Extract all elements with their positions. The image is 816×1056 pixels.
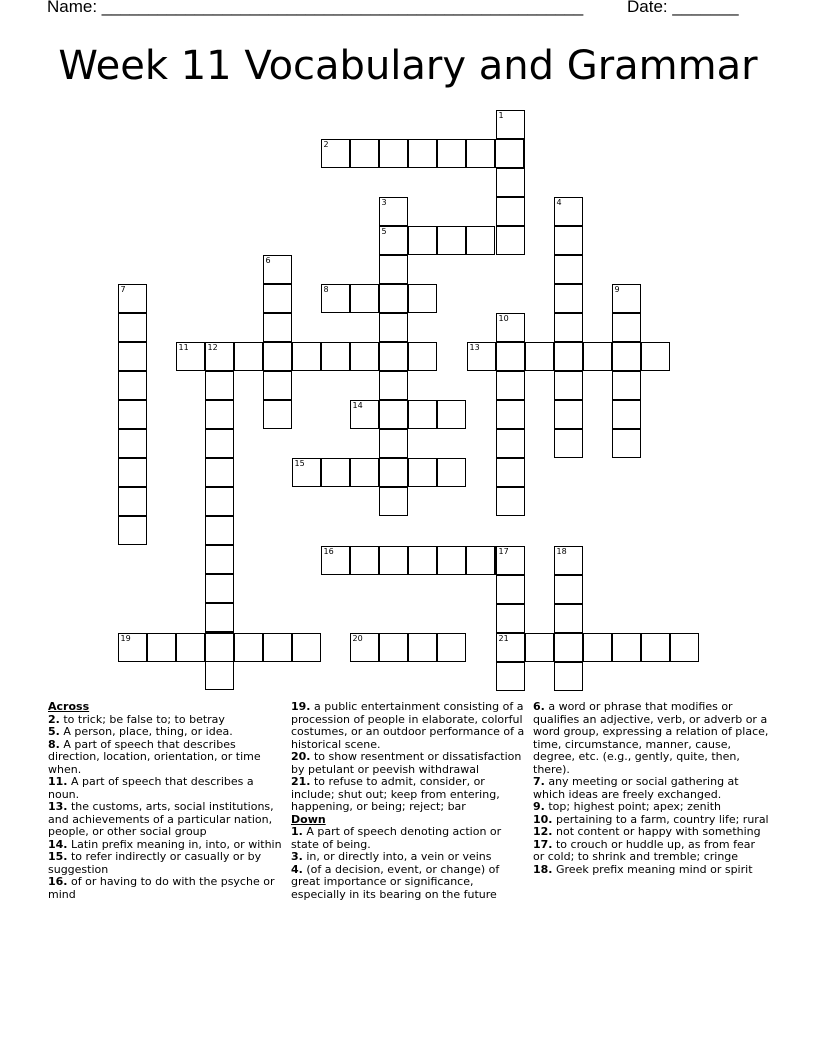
grid-cell[interactable]	[408, 633, 437, 662]
clue-number: 3.	[291, 850, 303, 863]
clue-text: of or having to do with the psyche or mind	[48, 875, 275, 901]
grid-cell[interactable]	[263, 371, 292, 400]
grid-cell[interactable]	[496, 604, 525, 633]
grid-cell[interactable]	[350, 633, 379, 662]
grid-cell[interactable]	[467, 342, 496, 371]
clues-column-2	[291, 701, 527, 901]
grid-cell[interactable]	[118, 284, 147, 313]
grid-cell[interactable]	[496, 633, 525, 662]
clue-number-label: 20	[352, 633, 363, 643]
clue-text: to refer indirectly or casually or by suggestion	[48, 850, 262, 876]
clue-number: 15.	[48, 850, 68, 863]
clue-number-label: 15	[294, 458, 305, 468]
grid-cell[interactable]	[408, 546, 437, 575]
grid-cell[interactable]	[496, 313, 525, 342]
clue-item	[533, 839, 769, 864]
clue-number-label: 5	[381, 226, 387, 236]
grid-cell[interactable]	[379, 487, 408, 516]
grid-cell[interactable]	[612, 371, 641, 400]
grid-cell[interactable]	[379, 546, 408, 575]
grid-cell[interactable]	[554, 313, 583, 342]
date-label: Date:	[627, 0, 673, 16]
grid-cell[interactable]	[205, 633, 234, 662]
grid-cell[interactable]	[321, 342, 350, 371]
grid-cell[interactable]	[496, 168, 525, 197]
clue-number-label: 10	[498, 313, 509, 323]
grid-cell[interactable]	[496, 197, 525, 226]
clue-list	[533, 701, 769, 876]
clues-column-3	[533, 701, 769, 876]
grid-cell[interactable]	[321, 546, 350, 575]
grid-cell[interactable]	[205, 342, 234, 371]
grid-cell[interactable]	[321, 139, 350, 168]
grid-cell[interactable]	[118, 516, 147, 545]
clue-number: 17.	[533, 837, 553, 851]
grid-cell[interactable]	[205, 371, 234, 400]
grid-cell[interactable]	[292, 458, 321, 487]
grid-cell[interactable]	[408, 284, 437, 313]
grid-cell[interactable]	[205, 458, 234, 487]
grid-cell[interactable]	[583, 342, 612, 371]
grid-cell[interactable]	[379, 313, 408, 342]
grid-cell[interactable]	[350, 284, 379, 313]
clue-text: the customs, arts, social institutions, and achievements of a particular nation, people, or other social group	[48, 800, 274, 838]
grid-cell[interactable]	[118, 633, 147, 662]
grid-cell[interactable]	[292, 342, 321, 371]
name-label: Name:	[47, 0, 102, 16]
clue-number-label: 11	[178, 342, 189, 352]
clue-number-label: 2	[323, 139, 329, 149]
grid-cell[interactable]	[147, 633, 176, 662]
grid-cell[interactable]	[554, 371, 583, 400]
grid-cell[interactable]	[554, 429, 583, 458]
grid-cell[interactable]	[554, 546, 583, 575]
grid-cell[interactable]	[118, 400, 147, 429]
clue-item	[48, 739, 284, 777]
clue-list	[291, 701, 527, 814]
clue-number: 9.	[533, 800, 545, 813]
clue-item	[291, 864, 527, 902]
clue-number: 4.	[291, 862, 303, 876]
grid-cell[interactable]	[437, 546, 466, 575]
clue-item	[48, 851, 284, 876]
clue-text: in, or directly into, a vein or veins	[302, 850, 492, 863]
grid-cell[interactable]	[496, 662, 525, 691]
grid-cell[interactable]	[205, 516, 234, 545]
grid-cell[interactable]	[408, 226, 437, 255]
clue-text: to crouch or huddle up, as from fear or cold; to shrink and tremble; cringe	[533, 837, 755, 863]
grid-cell[interactable]	[437, 400, 466, 429]
grid-cell[interactable]	[350, 400, 379, 429]
grid-cell[interactable]	[466, 226, 495, 255]
clue-item	[48, 776, 284, 801]
grid-cell[interactable]	[496, 400, 525, 429]
grid-cell[interactable]	[496, 487, 525, 516]
across-heading: Across	[48, 700, 90, 713]
clue-item	[291, 701, 527, 751]
grid-cell[interactable]	[379, 458, 408, 487]
clue-text: not content or happy with something	[552, 825, 761, 838]
grid-cell[interactable]	[205, 603, 234, 632]
clue-text: A part of speech that describes a noun.	[48, 775, 254, 801]
grid-cell[interactable]	[437, 458, 466, 487]
grid-cell[interactable]	[118, 458, 147, 487]
grid-cell[interactable]	[466, 139, 495, 168]
grid-cell[interactable]	[118, 342, 147, 371]
grid-cell[interactable]	[554, 226, 583, 255]
grid-cell[interactable]	[554, 604, 583, 633]
grid-cell[interactable]	[554, 400, 583, 429]
date-blank: _______	[672, 0, 739, 16]
grid-cell[interactable]	[583, 633, 612, 662]
grid-cell[interactable]	[350, 458, 379, 487]
clue-number-label: 14	[352, 400, 363, 410]
grid-cell[interactable]	[205, 661, 234, 690]
clue-text: (of a decision, event, or change) of great importance or significance, especially in its bearing on the future	[291, 862, 500, 901]
grid-cell[interactable]	[554, 342, 583, 371]
grid-cell[interactable]	[118, 487, 147, 516]
clue-number-label: 18	[556, 546, 567, 556]
grid-cell[interactable]	[321, 284, 350, 313]
grid-cell[interactable]	[612, 633, 641, 662]
grid-cell[interactable]	[379, 400, 408, 429]
clue-item	[533, 701, 769, 776]
clue-number-label: 1	[498, 110, 504, 120]
clue-text: a word or phrase that modifies or qualifies an adjective, verb, or adverb or a word group, expressing a relation of place, time, circumstance, manner, cause, degree, etc. (e.g., gently, quite, then, there).	[533, 700, 769, 776]
clue-number: 20.	[291, 750, 311, 763]
grid-cell[interactable]	[205, 574, 234, 603]
clue-number: 21.	[291, 775, 311, 788]
clue-number: 16.	[48, 875, 68, 888]
grid-cell[interactable]	[496, 575, 525, 604]
clue-number-label: 13	[469, 342, 480, 352]
down-heading: Down	[291, 812, 326, 826]
clue-number: 6.	[533, 700, 545, 713]
grid-cell[interactable]	[554, 662, 583, 691]
grid-cell[interactable]	[612, 342, 641, 371]
grid-cell[interactable]	[263, 313, 292, 342]
grid-cell[interactable]	[379, 429, 408, 458]
clue-number-label: 3	[381, 197, 387, 207]
clue-number-label: 21	[498, 633, 509, 643]
clue-number-label: 12	[207, 342, 218, 352]
grid-cell[interactable]	[379, 371, 408, 400]
grid-cell[interactable]	[408, 400, 437, 429]
clue-text: A part of speech denoting action or state of being.	[291, 825, 502, 851]
clue-number: 1.	[291, 825, 303, 838]
grid-cell[interactable]	[118, 313, 147, 342]
grid-cell[interactable]	[379, 139, 408, 168]
grid-cell[interactable]	[205, 545, 234, 574]
name-blank: ____________________________________________________	[101, 0, 584, 16]
clue-text: Greek prefix meaning mind or spirit	[552, 862, 753, 876]
clue-number: 11.	[48, 775, 68, 788]
clue-number: 14.	[48, 837, 68, 851]
grid-cell[interactable]	[554, 633, 583, 662]
clue-item	[533, 864, 769, 877]
clue-number-label: 7	[120, 284, 126, 294]
grid-cell[interactable]	[496, 546, 525, 575]
grid-cell[interactable]	[525, 342, 554, 371]
clue-item	[533, 776, 769, 801]
clue-text: pertaining to a farm, country life; rural	[552, 812, 769, 826]
grid-cell[interactable]	[408, 342, 437, 371]
grid-cell[interactable]	[176, 633, 205, 662]
clue-number-label: 8	[323, 284, 329, 294]
grid-cell[interactable]	[612, 284, 641, 313]
grid-cell[interactable]	[350, 139, 379, 168]
clue-number: 7.	[533, 775, 545, 788]
grid-cell[interactable]	[205, 400, 234, 429]
grid-cell[interactable]	[379, 633, 408, 662]
grid-cell[interactable]	[292, 633, 321, 662]
grid-cell[interactable]	[350, 342, 379, 371]
clue-number-label: 16	[323, 546, 334, 556]
clue-number: 19.	[291, 700, 311, 713]
grid-cell[interactable]	[379, 226, 408, 255]
grid-cell[interactable]	[437, 633, 466, 662]
grid-cell[interactable]	[612, 400, 641, 429]
grid-cell[interactable]	[205, 487, 234, 516]
grid-cell[interactable]	[495, 139, 524, 168]
grid-cell[interactable]	[437, 226, 466, 255]
grid-cell[interactable]	[612, 429, 641, 458]
grid-cell[interactable]	[554, 575, 583, 604]
grid-cell[interactable]	[118, 371, 147, 400]
grid-cell[interactable]	[612, 313, 641, 342]
clue-text: A part of speech that describes direction, location, orientation, or time when.	[48, 737, 261, 776]
grid-cell[interactable]	[263, 342, 292, 371]
clue-item	[291, 826, 527, 851]
grid-cell[interactable]	[554, 197, 583, 226]
clue-item	[291, 776, 527, 814]
grid-cell[interactable]	[408, 458, 437, 487]
grid-cell[interactable]	[234, 342, 263, 371]
grid-cell[interactable]	[263, 255, 292, 284]
clue-number-label: 19	[120, 633, 131, 643]
grid-cell[interactable]	[641, 633, 670, 662]
clue-text: a public entertainment consisting of a procession of people in elaborate, colorful costumes, or an outdoor performance of a historical scene.	[291, 700, 525, 751]
clues-column-1	[48, 701, 284, 901]
grid-cell[interactable]	[525, 633, 554, 662]
grid-cell[interactable]	[379, 342, 408, 371]
clue-list	[291, 826, 527, 901]
clue-item	[48, 801, 284, 839]
grid-cell[interactable]	[379, 255, 408, 284]
grid-cell[interactable]	[554, 284, 583, 313]
grid-cell[interactable]	[321, 458, 350, 487]
grid-cell[interactable]	[263, 284, 292, 313]
grid-cell[interactable]	[496, 110, 525, 139]
grid-cell[interactable]	[350, 546, 379, 575]
grid-cell[interactable]	[466, 546, 495, 575]
grid-cell[interactable]	[234, 633, 263, 662]
grid-cell[interactable]	[670, 633, 699, 662]
grid-cell[interactable]	[496, 371, 525, 400]
clue-number: 13.	[48, 800, 68, 813]
grid-cell[interactable]	[496, 458, 525, 487]
clue-number-label: 6	[265, 255, 271, 265]
clue-number: 8.	[48, 737, 60, 751]
clue-text: any meeting or social gathering at which ideas are freely exchanged.	[533, 775, 739, 801]
clue-number-label: 17	[498, 546, 509, 556]
grid-cell[interactable]	[496, 342, 525, 371]
clue-list	[48, 714, 284, 902]
grid-cell[interactable]	[176, 342, 205, 371]
clue-number: 10.	[533, 812, 553, 826]
clue-text: to refuse to admit, consider, or include; shut out; keep from entering, happening, or being; reject; bar	[291, 775, 500, 813]
grid-cell[interactable]	[263, 633, 292, 662]
clue-text: Latin prefix meaning in, into, or within	[67, 837, 282, 851]
clue-text: to trick; be false to; to betray	[59, 712, 225, 726]
clue-number: 18.	[533, 862, 553, 876]
clue-number: 2.	[48, 712, 60, 726]
clue-number: 12.	[533, 825, 553, 838]
clue-number: 5.	[48, 725, 60, 738]
page-title: Week 11 Vocabulary and Grammar	[58, 43, 758, 89]
grid-cell[interactable]	[379, 284, 408, 313]
clue-item	[48, 876, 284, 901]
grid-cell[interactable]	[205, 429, 234, 458]
grid-cell[interactable]	[408, 139, 437, 168]
clue-text: top; highest point; apex; zenith	[544, 800, 721, 813]
grid-cell[interactable]	[379, 197, 408, 226]
clue-number-label: 9	[614, 284, 620, 294]
clue-number-label: 4	[556, 197, 562, 207]
clue-text: A person, place, thing, or idea.	[59, 725, 233, 738]
grid-cell[interactable]	[554, 255, 583, 284]
clue-text: to show resentment or dissatisfaction by petulant or peevish withdrawal	[291, 750, 522, 776]
grid-cell[interactable]	[437, 139, 466, 168]
clue-item	[291, 751, 527, 776]
grid-cell[interactable]	[118, 429, 147, 458]
grid-cell[interactable]	[496, 429, 525, 458]
grid-cell[interactable]	[263, 400, 292, 429]
grid-cell[interactable]	[641, 342, 670, 371]
grid-cell[interactable]	[496, 226, 525, 255]
